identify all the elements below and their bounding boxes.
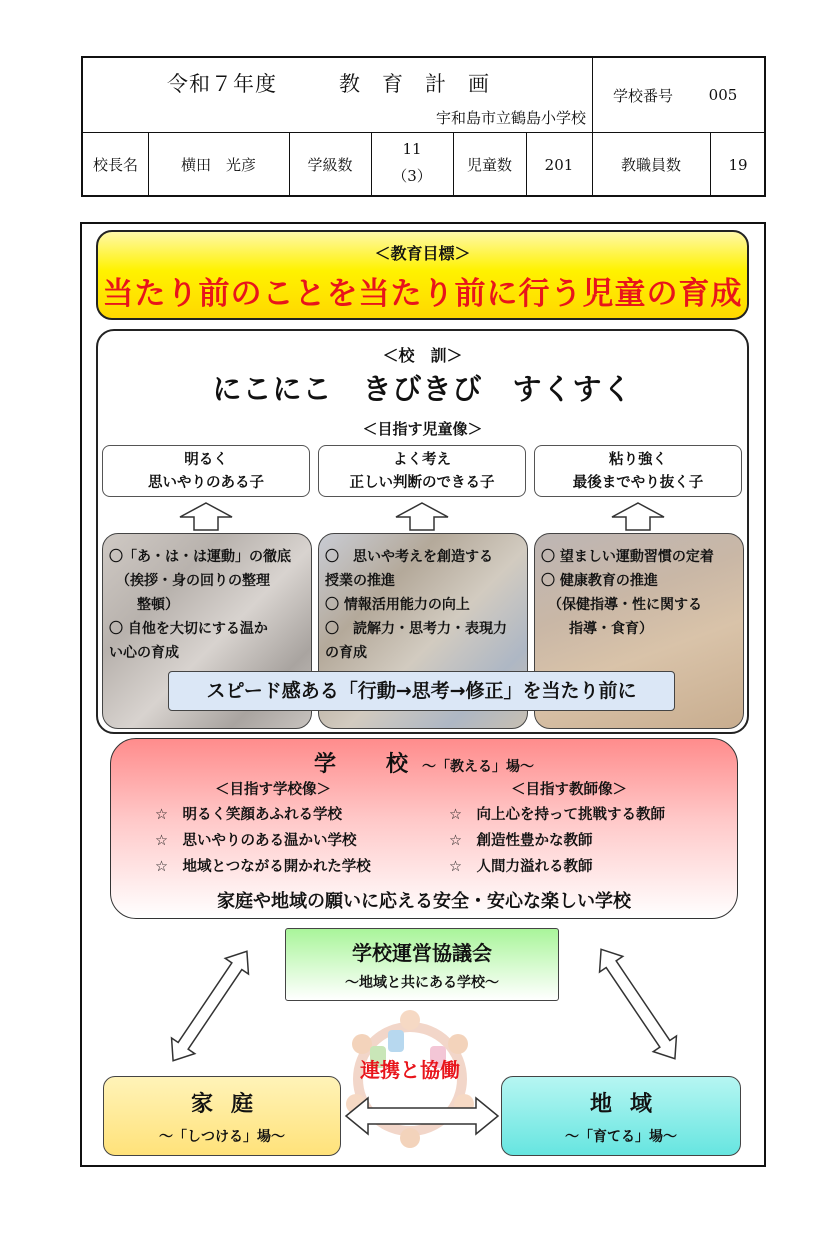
school-ideal-item: ☆ 思いやりのある温かい学校: [155, 833, 357, 849]
effort-line: （保健指導・性に関する: [541, 597, 702, 613]
ideal-child-3: [534, 445, 742, 497]
classes-special: （3）: [392, 166, 432, 185]
effort-text: [541, 545, 737, 641]
home-box: [103, 1076, 341, 1156]
ideal-child-2: [318, 445, 526, 497]
region-title: 地域: [589, 1092, 670, 1117]
teacher-ideal-item: ☆ 創造性豊かな教師: [449, 833, 593, 849]
region-box: [501, 1076, 741, 1156]
ideal-line: よく考え: [393, 452, 451, 468]
school-panel: [110, 738, 738, 919]
ideal-line: 粘り強く: [609, 452, 667, 468]
effort-line: （挨拶・身の回りの整理: [109, 573, 270, 589]
education-goal: [96, 230, 749, 320]
teacher-ideal-list: [449, 802, 665, 880]
goal-label: ＜教育目標＞: [374, 244, 471, 263]
effort-line: 〇 健康教育の推進: [541, 573, 658, 589]
council-box: [285, 928, 559, 1001]
effort-line: 〇 情報活用能力の向上: [325, 597, 470, 613]
effort-text: [109, 545, 305, 665]
school-no-label: 学校番号: [612, 86, 673, 105]
home-title: 家庭: [190, 1092, 271, 1117]
effort-line: 指導・食育）: [541, 621, 653, 637]
ideal-label: ＜目指す児童像＞: [362, 420, 483, 438]
school-no: 005: [708, 86, 738, 104]
effort-line: の育成: [325, 645, 367, 661]
ideal-line: 最後までやり抜く子: [572, 475, 704, 491]
ideal-line: 明るく: [184, 452, 228, 468]
school-title-text: 学 校: [313, 752, 422, 777]
school-footer: 家庭や地域の願いに応える安全・安心な楽しい学校: [217, 891, 631, 912]
students-label: 児童数: [466, 156, 512, 174]
council-subtitle: ～地域と共にある学校～: [345, 975, 499, 991]
ideal-line: 正しい判断のできる子: [349, 475, 495, 491]
up-arrow-icon: [394, 501, 450, 531]
motto-text: にこにこ きびきび すくすく: [212, 372, 633, 406]
staff-count: 19: [728, 155, 748, 174]
effort-line: 〇 望ましい運動習慣の定着: [541, 549, 714, 565]
teacher-ideal-item: ☆ 向上心を持って挑戦する教師: [449, 807, 665, 823]
school-ideal-label: ＜目指す学校像＞: [215, 782, 331, 798]
principal-label: 校長名: [92, 156, 138, 174]
classes-label: 学級数: [307, 156, 353, 174]
motto-label: ＜校 訓＞: [382, 346, 463, 365]
speed-banner: スピード感ある「行動→思考→修正」を当たり前に: [168, 671, 675, 711]
up-arrow-icon: [178, 501, 234, 531]
up-arrow-icon: [610, 501, 666, 531]
school-ideal-list: [155, 802, 371, 880]
school-ideal-item: ☆ 明るく笑顔あふれる学校: [155, 807, 342, 823]
effort-line: 〇 読解力・思考力・表現力: [325, 621, 507, 637]
classes-count: 11: [402, 140, 422, 158]
ideal-line: 思いやりのある子: [148, 475, 264, 491]
double-arrow-icon: [160, 936, 260, 1076]
region-subtitle: ～「育てる」場～: [565, 1129, 677, 1145]
school-title: [111, 747, 737, 778]
teacher-ideal-item: ☆ 人間力溢れる教師: [449, 859, 593, 875]
school-name: 宇和島市立鶴島小学校: [435, 109, 586, 127]
students-count: 201: [544, 155, 574, 174]
principal-name: 横田 光彦: [180, 156, 256, 174]
school-ideal-item: ☆ 地域とつながる開かれた学校: [155, 859, 371, 875]
effort-text: [325, 545, 521, 665]
school-subtitle: ～「教える」場～: [422, 759, 534, 775]
effort-line: 〇 思いや考えを創造する: [325, 549, 493, 565]
double-arrow-icon: [588, 934, 688, 1074]
ideal-child-1: [102, 445, 310, 497]
double-arrow-icon: [344, 1094, 500, 1138]
effort-line: 授業の推進: [325, 573, 395, 589]
effort-line: 整頓）: [109, 597, 179, 613]
council-title: 学校運営協議会: [352, 941, 492, 965]
table-divider: [592, 58, 593, 132]
effort-line: 〇「あ・は・は運動」の徹底: [109, 549, 291, 565]
plan-year: 令和７年度: [167, 72, 277, 96]
staff-label: 教職員数: [620, 156, 681, 174]
goal-text: 当たり前のことを当たり前に行う児童の育成: [102, 276, 743, 312]
plan-title: 教育計画: [339, 72, 511, 96]
collaboration-label: 連携と協働: [360, 1058, 460, 1082]
effort-line: 〇 自他を大切にする温か: [109, 621, 268, 637]
header-table: [81, 56, 766, 197]
effort-line: い心の育成: [109, 645, 179, 661]
home-subtitle: ～「しつける」場～: [159, 1129, 285, 1145]
teacher-ideal-label: ＜目指す教師像＞: [511, 782, 627, 798]
